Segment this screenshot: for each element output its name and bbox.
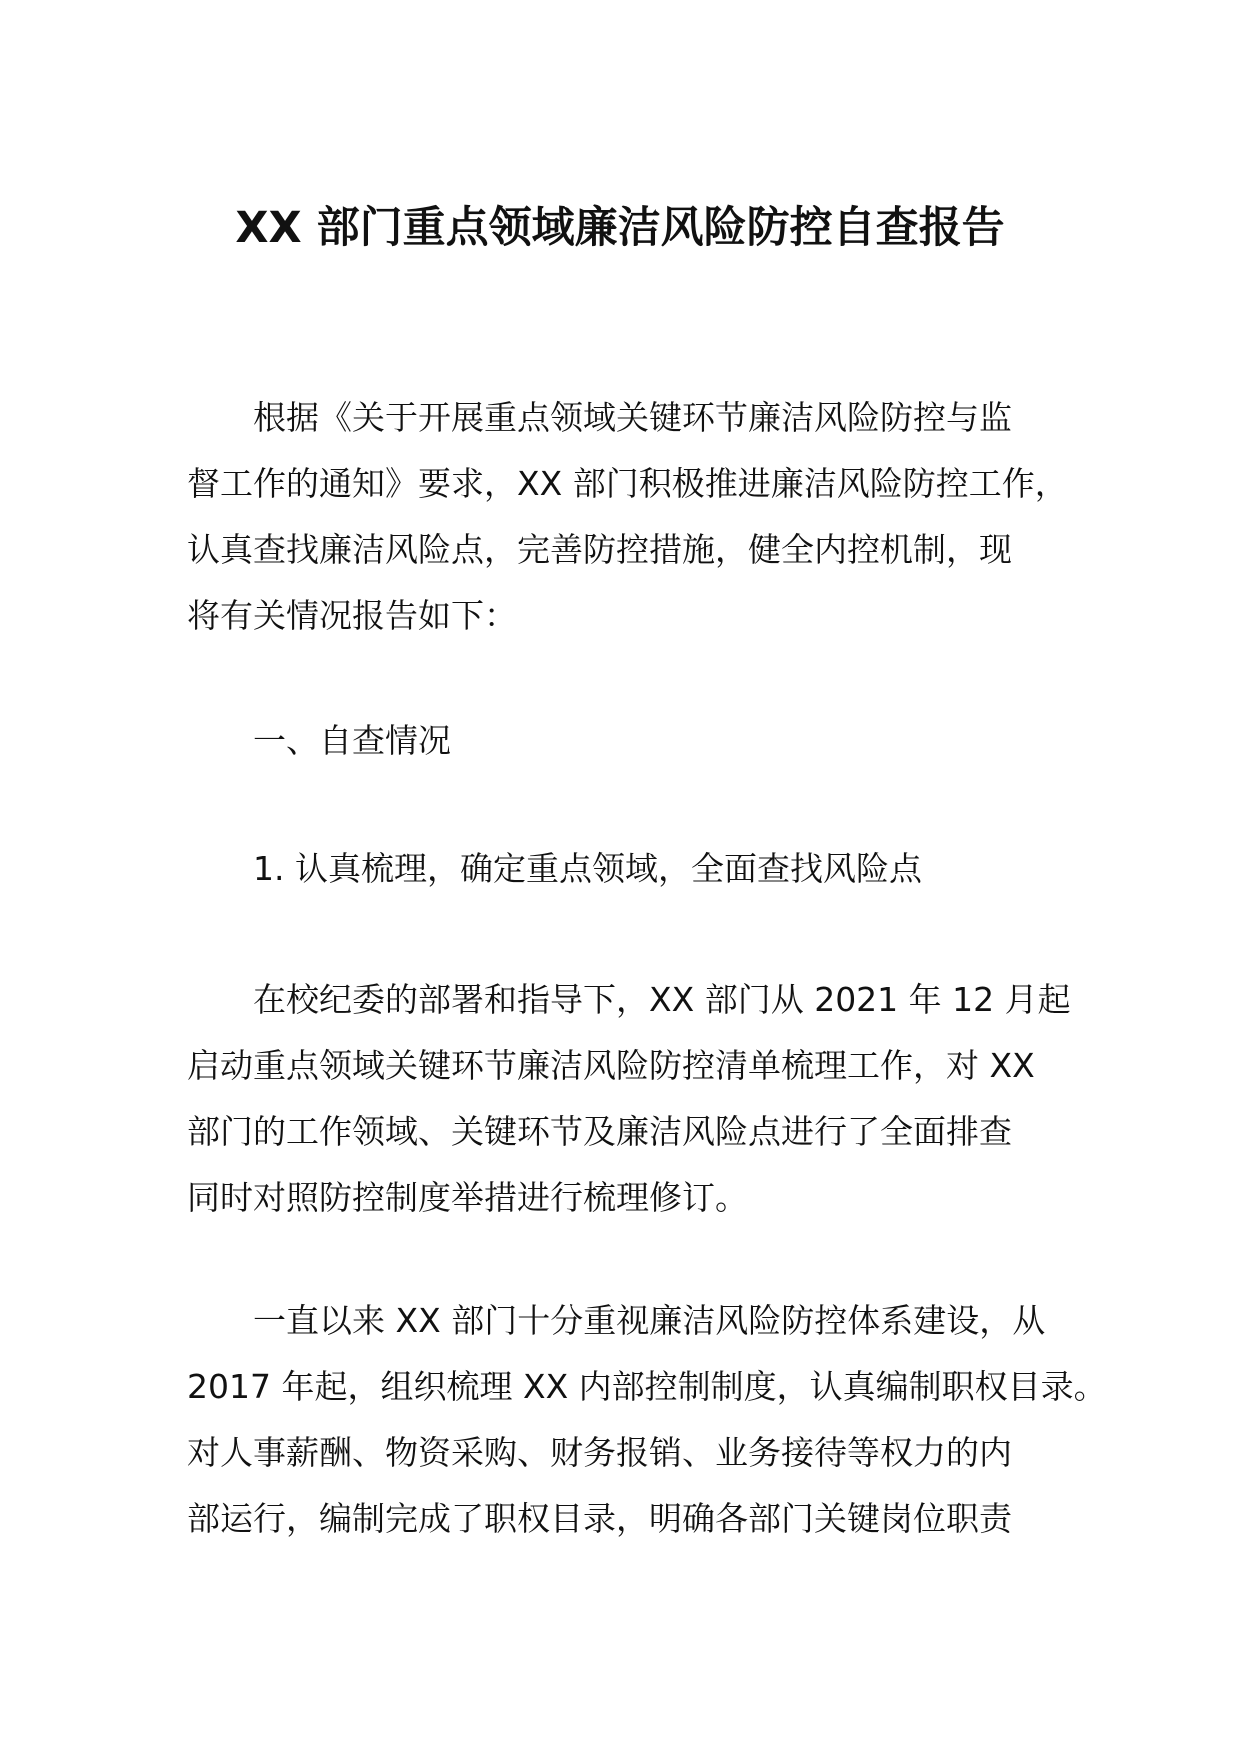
paragraph-line: 部运行，编制完成了职权目录，明确各部门关键岗位职责 bbox=[187, 1499, 1012, 1538]
paragraph-line: 根据《关于开展重点领域关键环节廉洁风险防控与监 bbox=[187, 398, 1012, 437]
paragraph-line: 部门的工作领域、关键环节及廉洁风险点进行了全面排查 bbox=[187, 1112, 1012, 1151]
document-title: XX 部门重点领域廉洁风险防控自查报告 bbox=[235, 203, 1005, 253]
paragraph-system-building bbox=[187, 1288, 1107, 1552]
heading-line: 一、自查情况 bbox=[187, 721, 451, 760]
paragraph-line: 对人事薪酬、物资采购、财务报销、业务接待等权力的内 bbox=[187, 1433, 1012, 1472]
paragraph-line: 启动重点领域关键环节廉洁风险防控清单梳理工作，对 XX bbox=[187, 1046, 1035, 1085]
paragraph-line: 同时对照防控制度举措进行梳理修订。 bbox=[187, 1178, 748, 1217]
paragraph-line: 2017 年起，组织梳理 XX 内部控制制度，认真编制职权目录。 bbox=[187, 1367, 1107, 1406]
paragraph-deployment bbox=[187, 967, 1071, 1231]
subsection-heading-1 bbox=[187, 836, 1067, 902]
paragraph-line: 在校纪委的部署和指导下，XX 部门从 2021 年 12 月起 bbox=[187, 980, 1071, 1019]
heading-line: 1. 认真梳理，确定重点领域，全面查找风险点 bbox=[187, 849, 922, 888]
paragraph-intro bbox=[187, 385, 1067, 649]
paragraph-line: 认真查找廉洁风险点，完善防控措施，健全内控机制，现 bbox=[187, 530, 1012, 569]
paragraph-line: 督工作的通知》要求，XX 部门积极推进廉洁风险防控工作， bbox=[187, 464, 1068, 503]
paragraph-line: 将有关情况报告如下： bbox=[187, 596, 517, 635]
section-heading-self-check bbox=[187, 708, 1067, 774]
paragraph-line: 一直以来 XX 部门十分重视廉洁风险防控体系建设，从 bbox=[187, 1301, 1046, 1340]
